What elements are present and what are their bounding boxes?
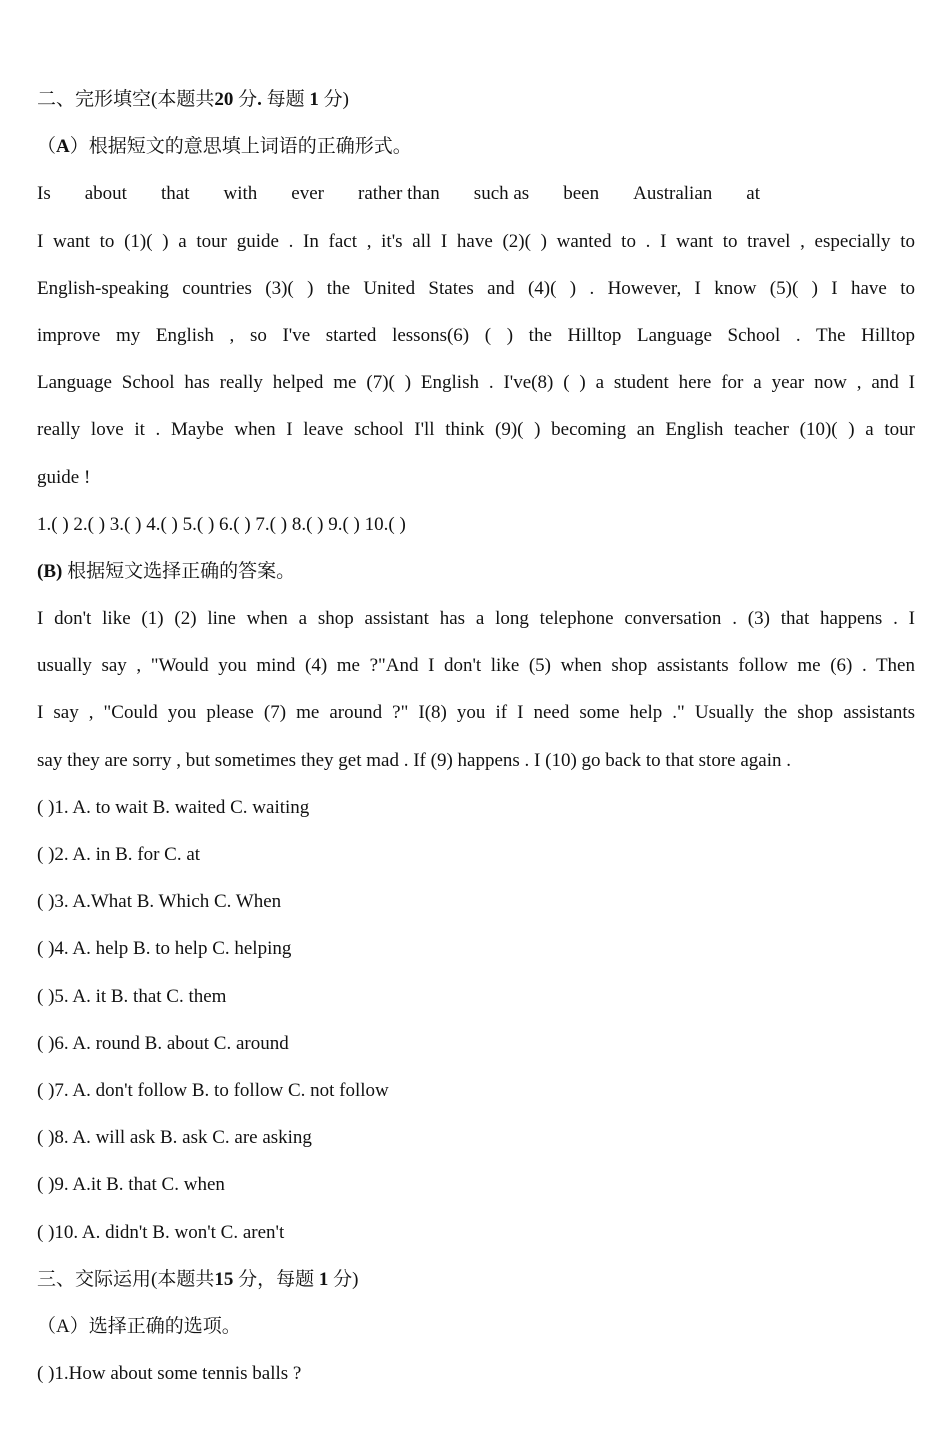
partB-label: (B) 根据短文选择正确的答案。 bbox=[37, 560, 296, 582]
question-item: ( )9. A.it B. that C. when bbox=[37, 1174, 225, 1196]
question-item: ( )2. A. in B. for C. at bbox=[37, 844, 201, 865]
partA-label: （A）根据短文的意思填上词语的正确形式。 bbox=[37, 136, 412, 158]
word-bank-item: about bbox=[84, 183, 127, 205]
word-bank-item: rather than bbox=[358, 183, 440, 205]
question-item: ( )10. A. didn't B. won't C. aren't bbox=[37, 1221, 285, 1243]
question-item: ( )1.How about some tennis balls ? bbox=[37, 1363, 302, 1385]
word-bank-item: ever bbox=[291, 183, 324, 205]
section2-heading: 二、完形填空(本题共20 分. 每题 1 分) bbox=[37, 89, 349, 110]
word-bank-item: that bbox=[160, 183, 190, 205]
passage-line: Language School has really helped me (7)( ) English . I've(8) ( ) a student here for a year now , and I bbox=[37, 372, 915, 394]
partA-answer-line: 1.( ) 2.( ) 3.( ) 4.( ) 5.( ) 6.( ) 7.( ) 8.( ) 9.( ) 10.( ) bbox=[37, 513, 406, 535]
question-item: ( )6. A. round B. about C. around bbox=[37, 1032, 289, 1054]
passage-line: say they are sorry , but sometimes they get mad . If (9) happens . I (10) go back to that store again . bbox=[37, 749, 791, 771]
question-item: ( )8. A. will ask B. ask C. are asking bbox=[37, 1127, 312, 1149]
partB-questions bbox=[37, 784, 915, 1256]
question-item: ( )4. A. help B. to help C. helping bbox=[37, 938, 292, 960]
word-bank-item: been bbox=[563, 183, 600, 205]
passage-line: I don't like (1) (2) line when a shop assistant has a long telephone conversation . (3) that happens . I bbox=[37, 608, 915, 630]
passage-line: really love it . Maybe when I leave school I'll think (9)( ) becoming an English teacher (10)( ) a tour bbox=[37, 419, 915, 441]
partA-passage bbox=[37, 218, 915, 501]
exam-page bbox=[37, 76, 915, 1397]
passage-line: improve my English , so I've started lessons(6) ( ) the Hilltop Language School . The Hilltop bbox=[37, 324, 915, 346]
word-bank-item: Is bbox=[37, 183, 51, 205]
section3-partA-label: （A）选择正确的选项。 bbox=[37, 1315, 241, 1337]
question-item: ( )3. A.What B. Which C. When bbox=[37, 891, 282, 913]
partB-passage bbox=[37, 595, 915, 784]
passage-line: usually say , "Would you mind (4) me ?"And I don't like (5) when shop assistants follow me (6) . Then bbox=[37, 655, 915, 677]
passage-line: English-speaking countries (3)( ) the United States and (4)( ) . However, I know (5)( ) I have to bbox=[37, 277, 915, 299]
word-bank-item: at bbox=[746, 183, 760, 205]
word-bank-item: such as bbox=[473, 183, 530, 205]
passage-line: guide ! bbox=[37, 466, 91, 488]
question-item: ( )5. A. it B. that C. them bbox=[37, 985, 227, 1007]
word-bank-item: with bbox=[223, 183, 258, 205]
word-bank-item: Australian bbox=[633, 183, 713, 205]
question-item: ( )1. A. to wait B. waited C. waiting bbox=[37, 796, 310, 818]
word-bank bbox=[37, 170, 760, 217]
section3-heading: 三、交际运用(本题共15 分，每题 1 分) bbox=[37, 1268, 359, 1290]
passage-line: I want to (1)( ) a tour guide . In fact , it's all I have (2)( ) wanted to . I want to travel , especially to bbox=[37, 230, 915, 252]
question-item: ( )7. A. don't follow B. to follow C. not follow bbox=[37, 1079, 389, 1101]
passage-line: I say , "Could you please (7) me around ?" I(8) you if I need some help ." Usually the shop assistants bbox=[37, 702, 915, 724]
